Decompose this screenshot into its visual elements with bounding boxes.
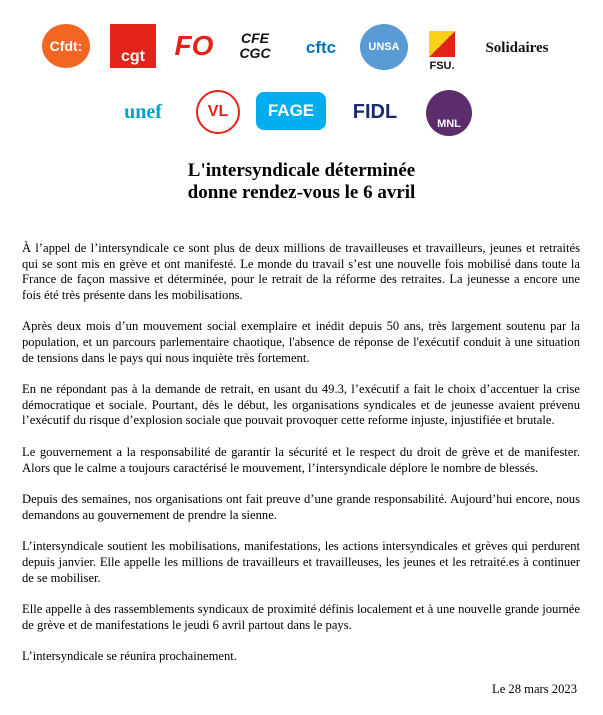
cgt-logo: cgt [110,24,156,68]
cfe-cgc-logo: CFE CGC [239,30,271,61]
paragraph: Elle appelle à des rassemblements syndicaux de proximité définis localement et à une nouvelle grande journée de grève et de manifestations le jeudi 6 avril partout dans le pays. [22,602,580,632]
paragraph: Depuis des semaines, nos organisations ont fait preuve d’une grande responsabilité. Aujourd’hui encore, nous demandons au gouvernement de prendre la sienne. [22,492,580,522]
fsu-emblem-icon [429,31,455,57]
logos-row-bottom [0,88,603,138]
fidl-logo: FIDL [352,100,398,123]
paragraph: L’intersyndicale se réunira prochainement. [22,649,237,664]
paragraph: À l’appel de l’intersyndicale ce sont plus de deux millions de travailleuses et travailleurs, jeunes et retraités qui se sont mis en grève et ont manifesté. Le monde du travail s’est une nouvelle fois mobilisé dans toute la France de façon massive et déterminée, pour le retrait de la réforme des retraites. La jeunesse a encore une fois été très présente dans les mobilisations. [22,241,580,302]
cftc-logo: cftc [305,38,337,57]
solidaires-logo: Solidaires [485,39,549,56]
unef-logo: unef [124,100,162,123]
fsu-logo: FSU. [422,24,462,72]
title-line-2: donne rendez-vous le 6 avril [187,182,416,203]
unsa-logo: UNSA [360,24,408,70]
document-date: Le 28 mars 2023 [492,682,577,696]
fo-logo: FO [174,30,214,61]
cfdt-logo: Cfdt: [42,24,90,68]
paragraph: Le gouvernement a la responsabilité de garantir la sécurité et le respect du droit de grève et de manifester. Alors que le calme a toujours caractérisé le mouvement, l’intersyndicale déplore le nombre de blessés. [22,444,580,475]
fage-logo: FAGE [256,92,326,130]
paragraph: Après deux mois d’un mouvement social exemplaire et inédit depuis 50 ans, très largement soutenu par la population, et un parcours parlementaire chaotique, l'absence de réponse de l'exécutif conduit à une situation de tensions dans le pays qui nous inquiète très fortement. [22,319,580,365]
mnl-logo: MNL [426,90,472,136]
vl-logo: VL [196,90,240,134]
page-title [0,160,603,204]
body-text [22,241,580,681]
title-line-1: L'intersyndicale déterminée [187,160,416,181]
paragraph: En ne répondant pas à la demande de retrait, en usant du 49.3, l’exécutif a fait le choix d’accentuer la crise démocratique et sociale. Pourtant, dès le début, les organisations syndicales et de jeunesse avaient prévenu l’exécutif du risque d’explosion sociale que pouvait provoquer cette reforme injuste, injustifiée et brutale. [22,382,580,428]
paragraph: L’intersyndicale soutient les mobilisations, manifestations, les actions intersyndicales et grèves qui perdurent depuis janvier. Elle appelle les millions de travailleurs et travailleuses, les jeunes et les retraité.es à continuer de se mobiliser. [22,539,580,585]
logos-row-top [0,20,603,70]
